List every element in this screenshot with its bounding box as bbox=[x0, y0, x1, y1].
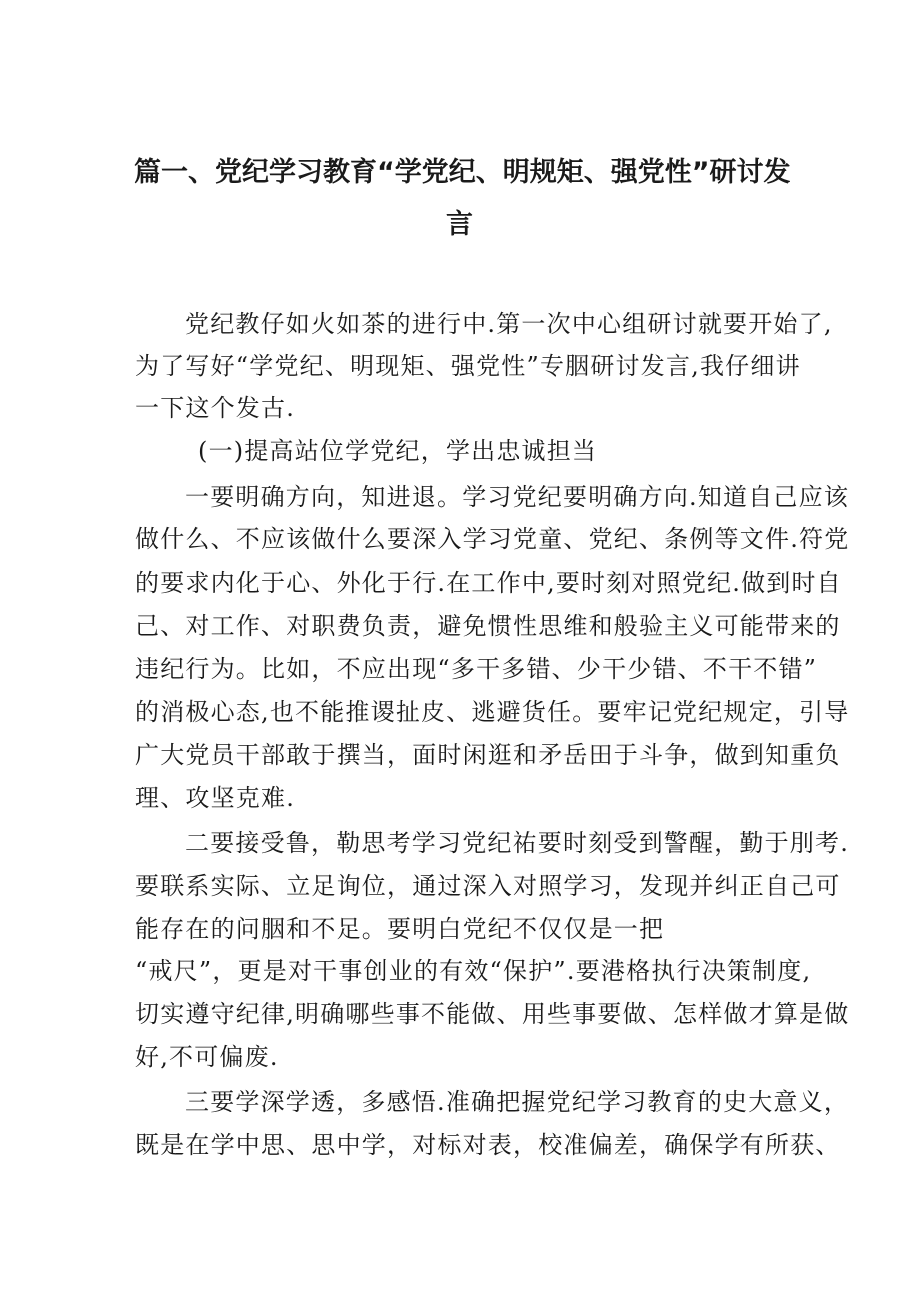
paragraph-line: 党纪教仔如火如茶的进行中.第一次中心组研讨就要开始了, bbox=[185, 310, 833, 338]
paragraph-line: 切实遵守纪律,明确哪些事不能做、用些事要做、怎样做才算是做 bbox=[135, 1000, 850, 1028]
document-title-line-2: 言 bbox=[446, 209, 473, 240]
paragraph-line: 一要明确方向，知进退。学习党纪要明确方向.知道自己应该 bbox=[185, 483, 850, 511]
paragraph-line: 二要接受鲁，勒思考学习党纪祐要时刻受到警醒，勤于刖考. bbox=[185, 829, 850, 857]
paragraph-line: 既是在学中思、思中学，对标对表，校准偏差，确保学有所获、 bbox=[135, 1131, 841, 1159]
paragraph-line: 好,不可偏废. bbox=[135, 1043, 279, 1071]
paragraph-line: 为了写好“学党纪、明现矩、强党性”专胭研讨发言,我仔细讲 bbox=[135, 352, 801, 380]
paragraph-line: 的消极心态,也不能推谡扯皮、逃避货任。要牢记党纪规定，引导 bbox=[135, 698, 850, 726]
paragraph-line: 广大党员干部敢于撰当，面时闲逛和矛岳田于斗争，做到知重负 bbox=[135, 741, 841, 769]
paragraph-line: 己、对工作、对职费负责，避免惯性思维和般验主义可能带来的 bbox=[135, 612, 841, 640]
paragraph-line: 理、攻坚克难. bbox=[135, 784, 296, 812]
paragraph-line: 要联系实际、立足询位，通过深入对照学习，发现并纠正自己可 bbox=[135, 872, 841, 900]
paragraph-line: 能存在的问胭和不足。要明白党纪不仅仅是一把 bbox=[135, 915, 665, 943]
document-title-line-1: 篇一、党纪学习教育“学党纪、明规矩、强党性”研讨发 bbox=[134, 157, 791, 188]
paragraph-line: 违纪行为。比如，不应出现“多干多错、少干少错、不干不错” bbox=[135, 655, 818, 683]
paragraph-line: “戒尺”，更是对干事创业的有效“保护”.要港格执行决策制度, bbox=[135, 957, 812, 985]
paragraph-line: 一下这个发古. bbox=[135, 394, 296, 422]
section-heading: (一)提高站位学党纪，学出忠诚担当 bbox=[198, 437, 598, 465]
paragraph-line: 三要学深学透，多感悟.准确把握党纪学习教育的史大意义， bbox=[185, 1088, 850, 1116]
paragraph-line: 做什么、不应该做什么要深入学习党童、党纪、条例等文件.符党 bbox=[135, 525, 850, 553]
paragraph-line: 的要求内化于心、外化于行.在工作中,要时刻对照党纪.做到时自 bbox=[135, 569, 842, 597]
